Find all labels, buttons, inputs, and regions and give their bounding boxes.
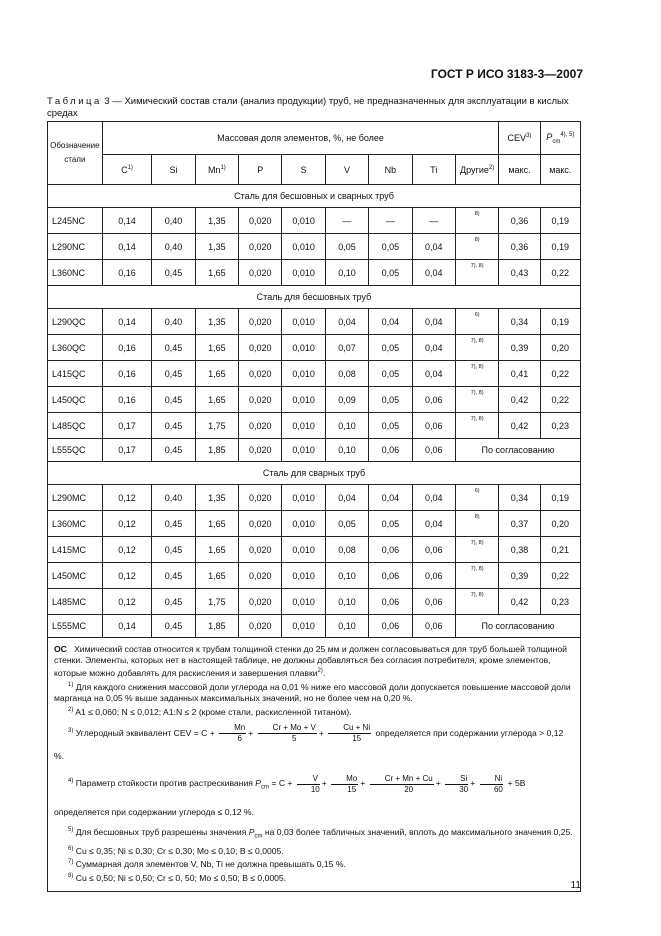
cell-mn: 1,75 [195, 413, 238, 439]
section-row [48, 286, 581, 309]
cell-other: 8) [455, 208, 498, 234]
cell-v: 0,10 [325, 260, 368, 286]
cell-ti: 0,06 [412, 615, 455, 638]
steel-grade-cell: L485QC [48, 413, 103, 439]
cell-c: 0,16 [102, 260, 152, 286]
cell-p: 0,020 [239, 485, 282, 511]
cell-v: — [325, 208, 368, 234]
table-row [48, 589, 581, 615]
table-row [48, 260, 581, 286]
cell-si: 0,40 [152, 485, 195, 511]
cell-p: 0,020 [239, 387, 282, 413]
cell-c: 0,16 [102, 387, 152, 413]
note-5: $^{5)}$ Для бесшовных труб разрешены значения $P_{cm}$ на 0,03 более табличных значений, вплоть до максимального значения 0,25. [68, 826, 573, 840]
cell-cev: 0,34 [499, 485, 540, 511]
cell-p: 0,020 [239, 335, 282, 361]
cell-cev: 0,37 [499, 511, 540, 537]
cell-nb: — [369, 208, 412, 234]
cell-other: 7), 8) [455, 387, 498, 413]
cell-mn: 1,35 [195, 234, 238, 260]
cell-pcm: 0,22 [540, 260, 580, 286]
table-row [48, 208, 581, 234]
cell-s: 0,010 [282, 234, 325, 260]
table-row [48, 335, 581, 361]
steel-grade-cell: L245NC [48, 208, 103, 234]
cell-pcm: 0,19 [540, 485, 580, 511]
table-row [48, 413, 581, 439]
cell-nb: 0,05 [369, 413, 412, 439]
steel-grade-cell: L450QC [48, 387, 103, 413]
cell-cev: 0,38 [499, 537, 540, 563]
cell-mn: 1,65 [195, 387, 238, 413]
cell-s: 0,010 [282, 413, 325, 439]
cell-mn: 1,65 [195, 335, 238, 361]
cell-nb: 0,05 [369, 335, 412, 361]
cell-ti: 0,06 [412, 387, 455, 413]
mass-fraction-header: Массовая доля элементов, %, не более [102, 122, 499, 155]
cell-other: 6) [455, 309, 498, 335]
cell-nb: 0,06 [369, 615, 412, 638]
cell-si: 0,45 [152, 563, 195, 589]
cell-ti: 0,04 [412, 485, 455, 511]
cell-v: 0,10 [325, 413, 368, 439]
cell-cev: 0,36 [499, 208, 540, 234]
cell-ti: 0,06 [412, 537, 455, 563]
cell-pcm: 0,23 [540, 589, 580, 615]
cell-c: 0,12 [102, 537, 152, 563]
element-header-2: Mn$^{1)}$ [195, 155, 238, 185]
element-header-8: Другие$^{2)}$ [455, 155, 498, 185]
cell-s: 0,010 [282, 537, 325, 563]
steel-grade-cell: L360NC [48, 260, 103, 286]
cell-ti: 0,04 [412, 234, 455, 260]
table-row [48, 439, 581, 462]
cell-v: 0,05 [325, 234, 368, 260]
cell-other: 7), 8) [455, 589, 498, 615]
cell-s: 0,010 [282, 615, 325, 638]
cell-ti: 0,04 [412, 511, 455, 537]
cell-p: 0,020 [239, 537, 282, 563]
cell-pcm: 0,20 [540, 335, 580, 361]
cell-si: 0,45 [152, 511, 195, 537]
designation-header: Обозначение стали [48, 122, 103, 185]
note-6: $^{6)}$ Cu ≤ 0,35; Ni ≤ 0,30; Cr ≤ 0,30; Mo ≤ 0,10; B ≤ 0,0005. [68, 845, 284, 856]
steel-grade-cell: L290NC [48, 234, 103, 260]
cell-ti: 0,04 [412, 309, 455, 335]
cell-p: 0,020 [239, 563, 282, 589]
cell-s: 0,010 [282, 361, 325, 387]
cell-mn: 1,65 [195, 537, 238, 563]
caption-word: Таблица [47, 96, 102, 107]
page-number: 11 [570, 880, 581, 891]
cell-v: 0,08 [325, 361, 368, 387]
document-header: ГОСТ Р ИСО 3183-3—2007 [430, 67, 583, 81]
cell-p: 0,020 [239, 511, 282, 537]
cell-si: 0,45 [152, 615, 195, 638]
cell-mn: 1,35 [195, 485, 238, 511]
cell-s: 0,010 [282, 260, 325, 286]
cell-cev: 0,39 [499, 563, 540, 589]
section-row [48, 185, 581, 208]
steel-grade-cell: L290MC [48, 485, 103, 511]
cell-nb: 0,05 [369, 511, 412, 537]
steel-grade-cell: L360MC [48, 511, 103, 537]
cell-cev: 0,36 [499, 234, 540, 260]
cell-other: 6) [455, 485, 498, 511]
cell-ti: — [412, 208, 455, 234]
cell-nb: 0,05 [369, 260, 412, 286]
element-header-0: $C^{1)}$ [102, 155, 152, 185]
table-row [48, 234, 581, 260]
cell-v: 0,04 [325, 309, 368, 335]
cell-v: 0,05 [325, 511, 368, 537]
cell-p: 0,020 [239, 208, 282, 234]
cell-cev: 0,42 [499, 413, 540, 439]
chemical-composition-table [47, 121, 581, 892]
cell-si: 0,45 [152, 413, 195, 439]
cell-mn: 1,65 [195, 563, 238, 589]
cell-si: 0,45 [152, 589, 195, 615]
element-header-6: Nb [369, 155, 412, 185]
cell-other: 8) [455, 511, 498, 537]
cell-ti: 0,06 [412, 439, 455, 462]
element-header-3: P [239, 155, 282, 185]
cell-nb: 0,04 [369, 485, 412, 511]
cell-c: 0,12 [102, 485, 152, 511]
cell-cev: 0,39 [499, 335, 540, 361]
cell-si: 0,40 [152, 234, 195, 260]
steel-grade-cell: L415QC [48, 361, 103, 387]
steel-grade-cell: L290QC [48, 309, 103, 335]
cell-mn: 1,65 [195, 361, 238, 387]
note-3: $^{3)}$ Углеродный эквивалент CEV = C + $\frac{Mn}{6}$ + $\frac{Cr + Mo + V}{5}$ + $\frac{Cu + Ni}{15}$ определяется при содержании углерода > 0,12 %. [54, 722, 564, 762]
cell-s: 0,010 [282, 387, 325, 413]
cell-pcm: 0,22 [540, 387, 580, 413]
cell-v: 0,10 [325, 615, 368, 638]
cell-v: 0,07 [325, 335, 368, 361]
cell-ti: 0,04 [412, 260, 455, 286]
cell-v: 0,10 [325, 439, 368, 462]
cell-c: 0,12 [102, 589, 152, 615]
cell-c: 0,14 [102, 208, 152, 234]
cell-p: 0,020 [239, 589, 282, 615]
by-agreement-cell: По согласованию [455, 439, 580, 462]
cell-p: 0,020 [239, 234, 282, 260]
cell-s: 0,010 [282, 589, 325, 615]
cell-p: 0,020 [239, 260, 282, 286]
cell-cev: 0,41 [499, 361, 540, 387]
cell-pcm: 0,19 [540, 309, 580, 335]
cell-c: 0,16 [102, 361, 152, 387]
cell-other: 7), 8) [455, 260, 498, 286]
note-1: $^{1)}$ Для каждого снижения массовой доли углерода на 0,01 % ниже его массовой доли допускается повышение массовой доли марганца на 0,05 % выше заданных максимальных значений, но не более чем на 0,20 %. [54, 681, 571, 703]
table-row [48, 361, 581, 387]
cell-mn: 1,85 [195, 615, 238, 638]
cell-si: 0,45 [152, 361, 195, 387]
cell-si: 0,40 [152, 309, 195, 335]
table-row [48, 615, 581, 638]
cell-c: 0,17 [102, 413, 152, 439]
cell-ti: 0,04 [412, 335, 455, 361]
cell-p: 0,020 [239, 309, 282, 335]
cell-mn: 1,35 [195, 208, 238, 234]
cell-si: 0,45 [152, 260, 195, 286]
cell-s: 0,010 [282, 309, 325, 335]
table-body [48, 185, 581, 638]
cell-c: 0,16 [102, 335, 152, 361]
cell-mn: 1,65 [195, 511, 238, 537]
cell-pcm: 0,20 [540, 511, 580, 537]
cell-si: 0,45 [152, 439, 195, 462]
cell-other: 7), 8) [455, 335, 498, 361]
cell-mn: 1,35 [195, 309, 238, 335]
cell-p: 0,020 [239, 439, 282, 462]
cell-other: 8) [455, 234, 498, 260]
element-header-4: S [282, 155, 325, 185]
cell-mn: 1,75 [195, 589, 238, 615]
cell-pcm: 0,23 [540, 413, 580, 439]
note-4: $^{4)}$ Параметр стойкости против растрескивания $P_{cm} = C$ + $\frac{V}{10}$ + $\frac{Mo}{15}$ + $\frac{Cr + Mn + Cu}{20}$ + $\frac{Si}{30}$ + $\frac{Ni}{60}$ + 5B определяется при содержании углерода ≤ 0,12 %. [54, 773, 526, 818]
cell-pcm: 0,21 [540, 537, 580, 563]
element-header-7: Ti [412, 155, 455, 185]
cell-v: 0,10 [325, 589, 368, 615]
cell-p: 0,020 [239, 615, 282, 638]
element-header-row [48, 155, 581, 185]
table-row [48, 537, 581, 563]
cell-v: 0,10 [325, 563, 368, 589]
steel-grade-cell: L450MC [48, 563, 103, 589]
table-notes [48, 638, 581, 892]
cell-c: 0,12 [102, 511, 152, 537]
pcm-header: $P_{cm}^{4), 5)}$ [540, 122, 580, 155]
cell-nb: 0,05 [369, 361, 412, 387]
cell-other: 7), 8) [455, 361, 498, 387]
cell-v: 0,08 [325, 537, 368, 563]
cell-v: 0,04 [325, 485, 368, 511]
pcm-max-header: макс. [540, 155, 580, 185]
cell-v: 0,09 [325, 387, 368, 413]
cell-nb: 0,06 [369, 589, 412, 615]
cell-c: 0,14 [102, 234, 152, 260]
note-oc: ОС Химический состав относится к трубам толщиной стенки до 25 мм и должен согласовываться для труб большей толщиной стенки. Элементы, которых нет в настоящей таблице, не должны добавляться без согласия потребителя, кроме элементов, которые можно добавлять для раскисления и завершения плавки$^{2)}$. [54, 644, 567, 678]
cell-si: 0,45 [152, 335, 195, 361]
element-header-1: Si [152, 155, 195, 185]
cell-s: 0,010 [282, 208, 325, 234]
cell-c: 0,14 [102, 309, 152, 335]
cell-pcm: 0,22 [540, 361, 580, 387]
by-agreement-cell: По согласованию [455, 615, 580, 638]
steel-grade-cell: L555QC [48, 439, 103, 462]
cell-cev: 0,42 [499, 387, 540, 413]
cell-s: 0,010 [282, 511, 325, 537]
cell-other: 7), 8) [455, 563, 498, 589]
cell-ti: 0,06 [412, 563, 455, 589]
steel-grade-cell: L415MC [48, 537, 103, 563]
cell-pcm: 0,19 [540, 208, 580, 234]
cell-p: 0,020 [239, 361, 282, 387]
cell-nb: 0,06 [369, 537, 412, 563]
cell-c: 0,17 [102, 439, 152, 462]
cell-other: 7), 8) [455, 537, 498, 563]
cev-header: CEV$^{3)}$ [499, 122, 540, 155]
cell-other: 7), 8) [455, 413, 498, 439]
cell-s: 0,010 [282, 335, 325, 361]
section-title: Сталь для бесшовных и сварных труб [48, 185, 581, 208]
cell-si: 0,45 [152, 387, 195, 413]
cell-s: 0,010 [282, 485, 325, 511]
table-caption [47, 96, 587, 120]
cell-nb: 0,05 [369, 387, 412, 413]
cell-p: 0,020 [239, 413, 282, 439]
cell-s: 0,010 [282, 563, 325, 589]
table-row [48, 563, 581, 589]
note-7: $^{7)}$ Суммарная доля элементов V, Nb, Ti не должна превышать 0,15 %. [68, 859, 346, 870]
table-row [48, 511, 581, 537]
cell-mn: 1,65 [195, 260, 238, 286]
cell-ti: 0,06 [412, 589, 455, 615]
cell-nb: 0,06 [369, 439, 412, 462]
element-header-5: V [325, 155, 368, 185]
cell-nb: 0,04 [369, 309, 412, 335]
cev-max-header: макс. [499, 155, 540, 185]
table-row [48, 387, 581, 413]
cell-pcm: 0,19 [540, 234, 580, 260]
steel-grade-cell: L485MC [48, 589, 103, 615]
steel-grade-cell: L360QC [48, 335, 103, 361]
table-row [48, 309, 581, 335]
cell-mn: 1,85 [195, 439, 238, 462]
cell-cev: 0,43 [499, 260, 540, 286]
cell-c: 0,12 [102, 563, 152, 589]
cell-ti: 0,04 [412, 361, 455, 387]
section-title: Сталь для бесшовных труб [48, 286, 581, 309]
cell-si: 0,45 [152, 537, 195, 563]
table-row [48, 485, 581, 511]
cell-pcm: 0,22 [540, 563, 580, 589]
cell-ti: 0,06 [412, 413, 455, 439]
cell-c: 0,14 [102, 615, 152, 638]
cell-cev: 0,42 [499, 589, 540, 615]
cell-nb: 0,06 [369, 563, 412, 589]
caption-text: 3 — Химический состав стали (анализ продукции) труб, не предназначенных для эксплуатации в кислых средах [47, 96, 569, 119]
note-8: $^{8)}$ Cu ≤ 0,50; Ni ≤ 0,50; Cr ≤ 0, 50; Mo ≤ 0,50; B ≤ 0,0005. [68, 873, 287, 884]
cell-si: 0,40 [152, 208, 195, 234]
section-title: Сталь для сварных труб [48, 462, 581, 485]
cell-s: 0,010 [282, 439, 325, 462]
cell-cev: 0,34 [499, 309, 540, 335]
cell-nb: 0,05 [369, 234, 412, 260]
note-2: $^{2)}$ A1 ≤ 0,060; N ≤ 0,012; A1:N ≤ 2 (кроме стали, раскисленной титаном). [68, 706, 352, 717]
steel-grade-cell: L555MC [48, 615, 103, 638]
section-row [48, 462, 581, 485]
